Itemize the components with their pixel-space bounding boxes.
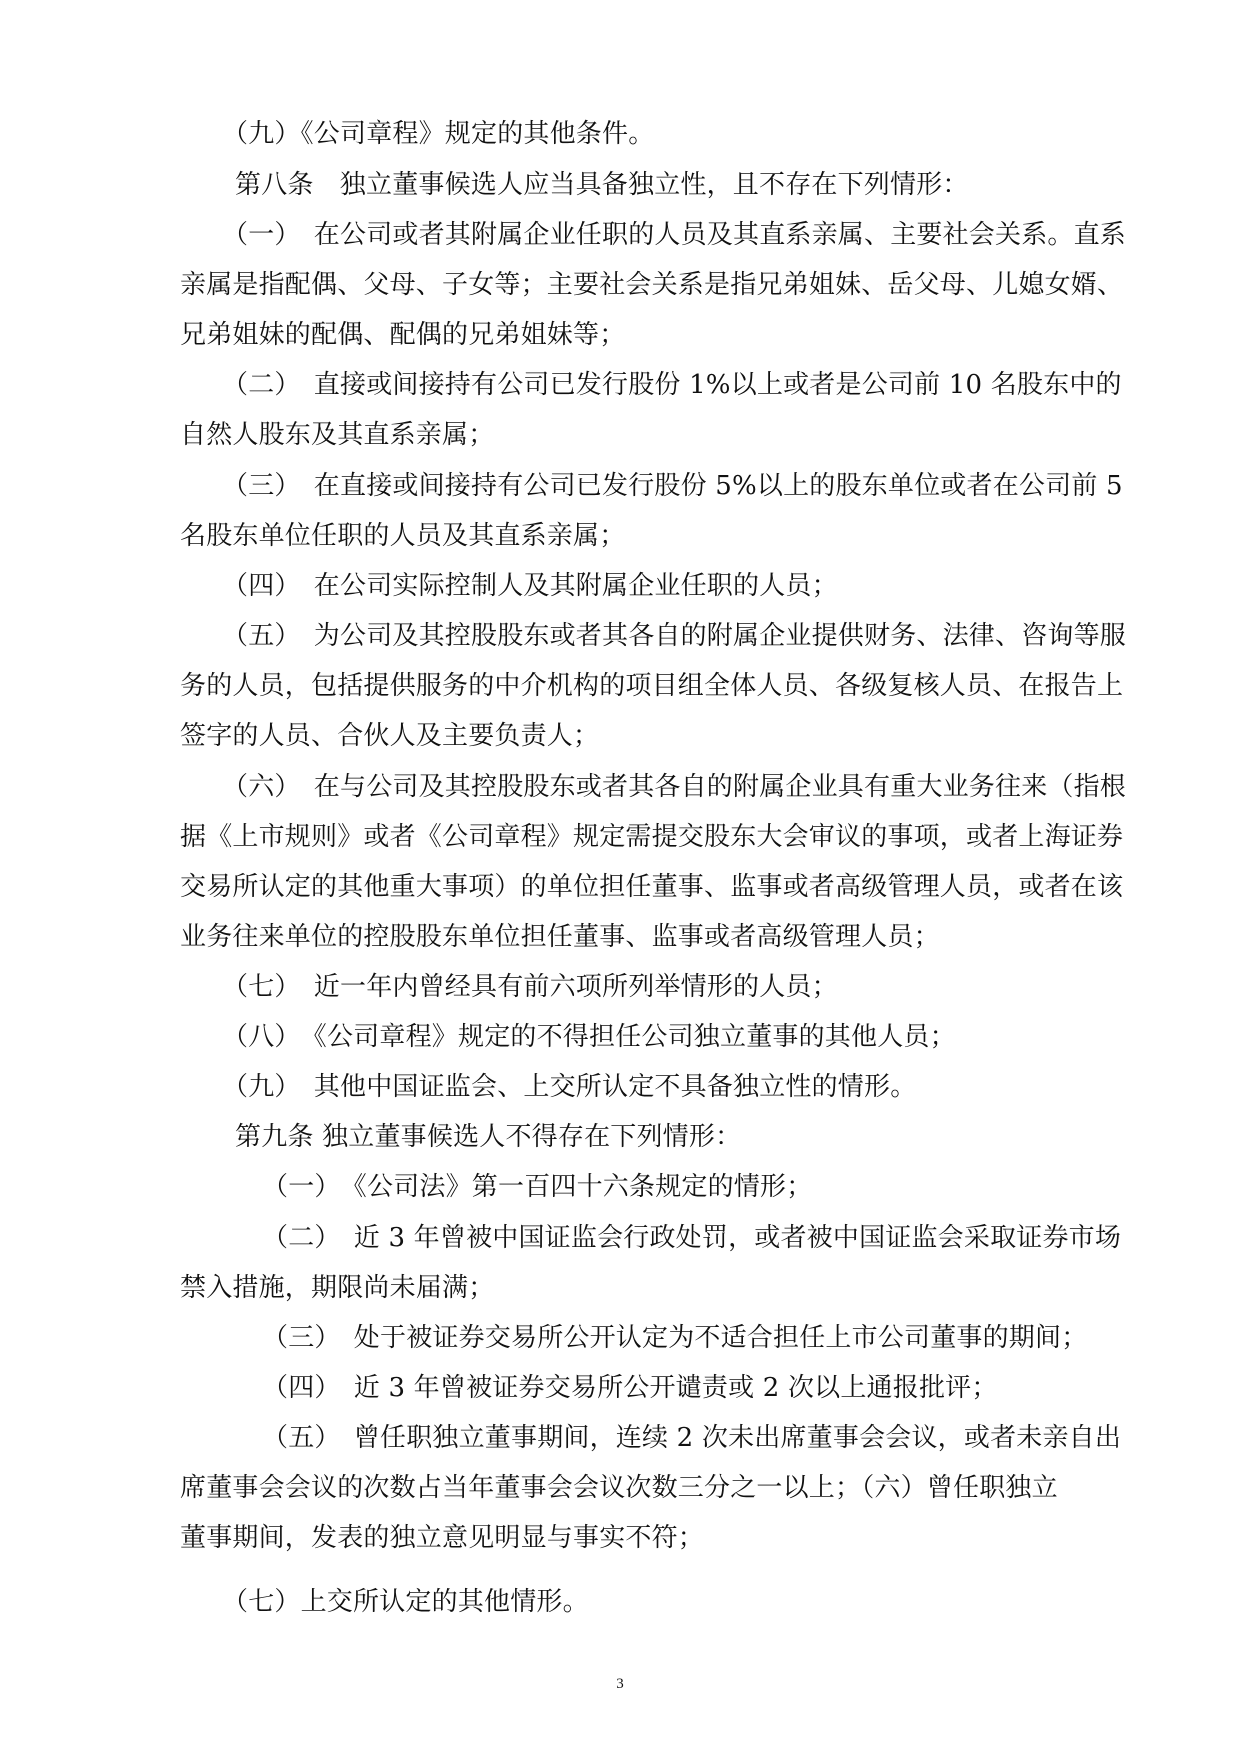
article-8-item-5-line-2: 务的人员，包括提供服务的中介机构的项目组全体人员、各级复核人员、在报告上 (180, 671, 1124, 701)
article-9-item-2-line-2: 禁入措施，期限尚未届满； (180, 1273, 495, 1303)
article-8-item-3-line-1: （三） 在直接或间接持有公司已发行股份 5%以上的股东单位或者在公司前 5 (222, 471, 1123, 501)
article-8-item-5-line-1: （五） 为公司及其控股股东或者其各自的附属企业提供财务、法律、咨询等服 (222, 621, 1127, 651)
article-8-item-1-line-1: （一） 在公司或者其附属企业任职的人员及其直系亲属、主要社会关系。直系 (222, 220, 1127, 250)
article-8-item-2-line-1: （二） 直接或间接持有公司已发行股份 1%以上或者是公司前 10 名股东中的 (222, 370, 1122, 400)
article-8-item-3-line-2: 名股东单位任职的人员及其直系亲属； (180, 521, 626, 551)
article-9-item-7: （七）上交所认定的其他情形。 (222, 1587, 589, 1617)
article-9-item-4: （四） 近 3 年曾被证券交易所公开谴责或 2 次以上通报批评； (262, 1373, 998, 1403)
article-8-item-9: （九） 其他中国证监会、上交所认定不具备独立性的情形。 (222, 1072, 917, 1102)
article-9-item-2-line-1: （二） 近 3 年曾被中国证监会行政处罚，或者被中国证监会采取证券市场 (262, 1223, 1122, 1253)
clause-7-item-9: （九）《公司章程》规定的其他条件。 (222, 119, 655, 149)
article-8-item-5-line-3: 签字的人员、合伙人及主要负责人； (180, 721, 600, 751)
article-9-heading: 第九条 独立董事候选人不得存在下列情形： (235, 1122, 742, 1152)
article-8-item-6-line-3: 交易所认定的其他重大事项）的单位担任董事、监事或者高级管理人员，或者在该 (180, 872, 1124, 902)
article-8-item-7: （七） 近一年内曾经具有前六项所列举情形的人员； (222, 972, 838, 1002)
article-8-item-6-line-2: 据《上市规则》或者《公司章程》规定需提交股东大会审议的事项，或者上海证券 (180, 822, 1124, 852)
article-8-heading: 第八条 独立董事候选人应当具备独立性，且不存在下列情形： (235, 170, 969, 200)
article-8-item-8: （八） 《公司章程》规定的不得担任公司独立董事的其他人员； (222, 1022, 956, 1052)
article-9-item-5-line-1: （五） 曾任职独立董事期间，连续 2 次未出席董事会会议，或者未亲自出 (262, 1423, 1122, 1453)
article-8-item-2-line-2: 自然人股东及其直系亲属； (180, 420, 495, 450)
article-9-item-1: （一） 《公司法》第一百四十六条规定的情形； (262, 1172, 813, 1202)
article-9-item-3: （三） 处于被证券交易所公开认定为不适合担任上市公司董事的期间； (262, 1323, 1088, 1353)
article-9-item-5-line-2: 席董事会会议的次数占当年董事会会议次数三分之一以上；（六）曾任职独立 (180, 1473, 1058, 1503)
article-8-item-4: （四） 在公司实际控制人及其附属企业任职的人员； (222, 571, 838, 601)
article-8-item-1-line-3: 兄弟姐妹的配偶、配偶的兄弟姐妹等； (180, 320, 626, 350)
article-8-item-6-line-4: 业务往来单位的控股股东单位担任董事、监事或者高级管理人员； (180, 922, 940, 952)
article-9-item-6-line-2: 董事期间，发表的独立意见明显与事实不符； (180, 1523, 705, 1553)
page-number: 3 (616, 1676, 624, 1692)
article-8-item-6-line-1: （六） 在与公司及其控股股东或者其各自的附属企业具有重大业务往来（指根 (222, 772, 1127, 802)
article-8-item-1-line-2: 亲属是指配偶、父母、子女等；主要社会关系是指兄弟姐妹、岳父母、儿媳女婿、 (180, 270, 1124, 300)
